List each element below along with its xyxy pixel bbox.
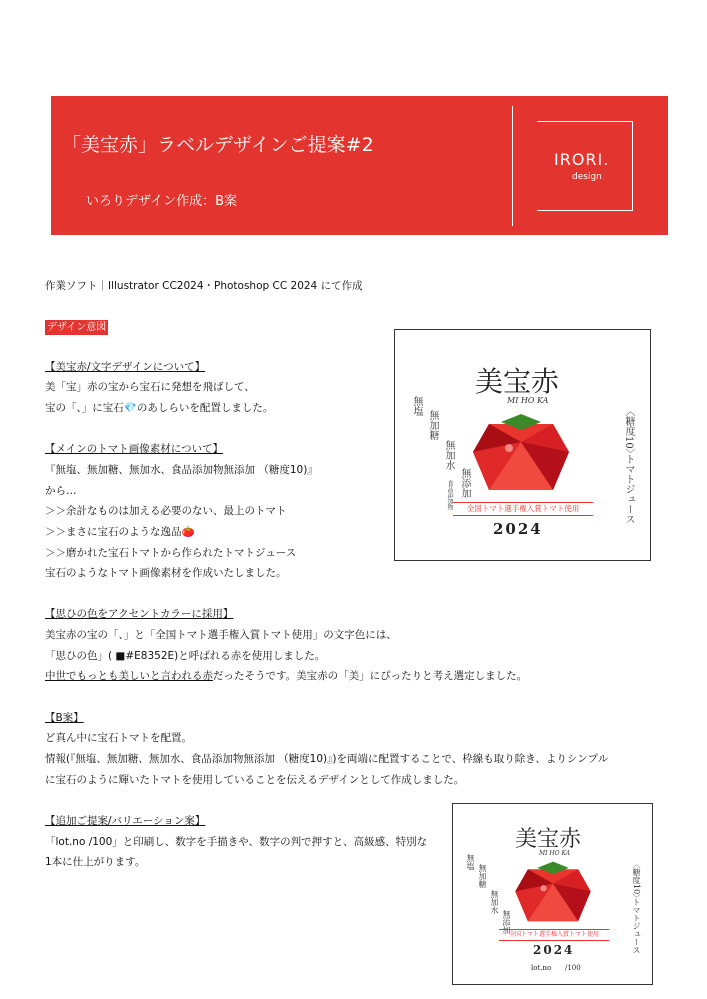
label-left-text: 無添加 — [502, 910, 511, 934]
body-text: 宝石のようなトマト画像素材を作成いたしました。 — [45, 567, 287, 579]
label-award-banner: 全国トマト選手権入賞トマト使用 — [453, 502, 593, 516]
tomato-gem-image — [513, 860, 593, 926]
label-preview-b — [394, 329, 651, 561]
design-intent-tag: デザイン意図 — [47, 322, 107, 333]
body-text: 「lot.no /100」と印刷し、数字を手描きや、数字の判で押すと、高級感、特別な — [45, 836, 428, 848]
logo-subtext: design — [572, 172, 602, 182]
label-left-text: 無塩 — [411, 396, 422, 416]
body-text: ＞＞磨かれた宝石トマトから作られたトマトジュース — [45, 547, 297, 559]
body-text: だったそうです。美宝赤の「美」にぴったりと考え選定しました。 — [213, 670, 528, 682]
section-heading: 【メインのトマト画像素材について】 — [45, 443, 224, 455]
section-heading: 【追加ご提案/バリエーション案】 — [45, 815, 206, 827]
section-heading: 【B案】 — [45, 712, 84, 724]
label-left-text: 無加糖 — [427, 410, 438, 440]
label-right-text: トマトジュース — [632, 898, 641, 954]
label-subtitle: MI HO KA — [539, 850, 571, 857]
body-text: から… — [45, 485, 77, 497]
label-title: 美宝赤 — [515, 827, 582, 852]
body-text: 美「宝」赤の宝から宝石に発想を飛ばして、 — [45, 381, 255, 393]
label-year: 2024 — [493, 520, 543, 538]
body-text: ＞＞余計なものは加える必要のない、最上のトマト — [45, 505, 287, 517]
section-heading: 【思ひの色をアクセントカラーに採用】 — [45, 608, 234, 620]
label-subtitle: MI HO KA — [507, 396, 549, 405]
body-text: 「思ひの色」( ■#E8352E)と呼ばれる赤を使用しました。 — [45, 650, 326, 662]
page-subtitle: いろりデザイン作成：B案 — [86, 194, 238, 209]
label-year: 2024 — [533, 943, 575, 957]
body-text: 『無塩、無加糖、無加水、食品添加物無添加 （糖度10)』 — [45, 464, 318, 476]
body-text: 1本に仕上がります。 — [45, 856, 146, 868]
tomato-gem-image — [471, 412, 571, 496]
label-left-text: 無加水 — [490, 890, 499, 914]
body-text: ＞＞まさに宝石のような逸品🍅 — [45, 526, 195, 538]
label-right-text: 〈糖度10〉 — [632, 860, 641, 903]
label-left-text: 無添加 — [459, 468, 470, 498]
section-heading: 【美宝赤/文字デザインについて】 — [45, 361, 206, 373]
label-left-text: 無加糖 — [478, 864, 487, 888]
label-award-banner: 全国トマト選手権入賞トマト使用 — [499, 929, 609, 941]
label-left-text: 無加水 — [443, 440, 454, 470]
body-text: ど真ん中に宝石トマトを配置。 — [45, 732, 192, 744]
body-text-line — [45, 666, 527, 687]
label-right-text: トマトジュース — [623, 454, 634, 524]
underlined-phrase: 中世でもっとも美しいと言われる赤 — [45, 670, 213, 682]
label-left-small: 食品添加物 — [446, 480, 453, 510]
label-lot-total: /100 — [565, 964, 581, 972]
banner-divider — [512, 106, 513, 226]
label-lot-no: lot.no — [531, 964, 552, 972]
software-line: 作業ソフト｜Illustrator CC2024・Photoshop CC 2024 にて作成 — [45, 280, 363, 292]
page-title: 「美宝赤」ラベルデザインご提案#2 — [62, 134, 374, 156]
body-text: 宝の「、」に宝石💎のあしらいを配置しました。 — [45, 402, 274, 414]
logo: IRORI. — [554, 150, 610, 169]
body-text: 美宝赤の宝の「、」と「全国トマト選手権入賞トマト使用」の文字色には、 — [45, 629, 397, 641]
label-right-text: 〈糖度10〉 — [623, 406, 634, 459]
body-text: 情報(『無塩、無加糖、無加水、食品添加物無添加 （糖度10)』)を両端に配置することで、枠線も取り除き、よりシンプル — [45, 753, 609, 765]
label-left-text: 無塩 — [466, 854, 475, 870]
label-title: 美宝赤 — [475, 365, 560, 398]
label-preview-variation — [452, 803, 653, 985]
body-text: に宝石のように輝いたトマトを使用していることを伝えるデザインとして作成しました。 — [45, 774, 465, 786]
